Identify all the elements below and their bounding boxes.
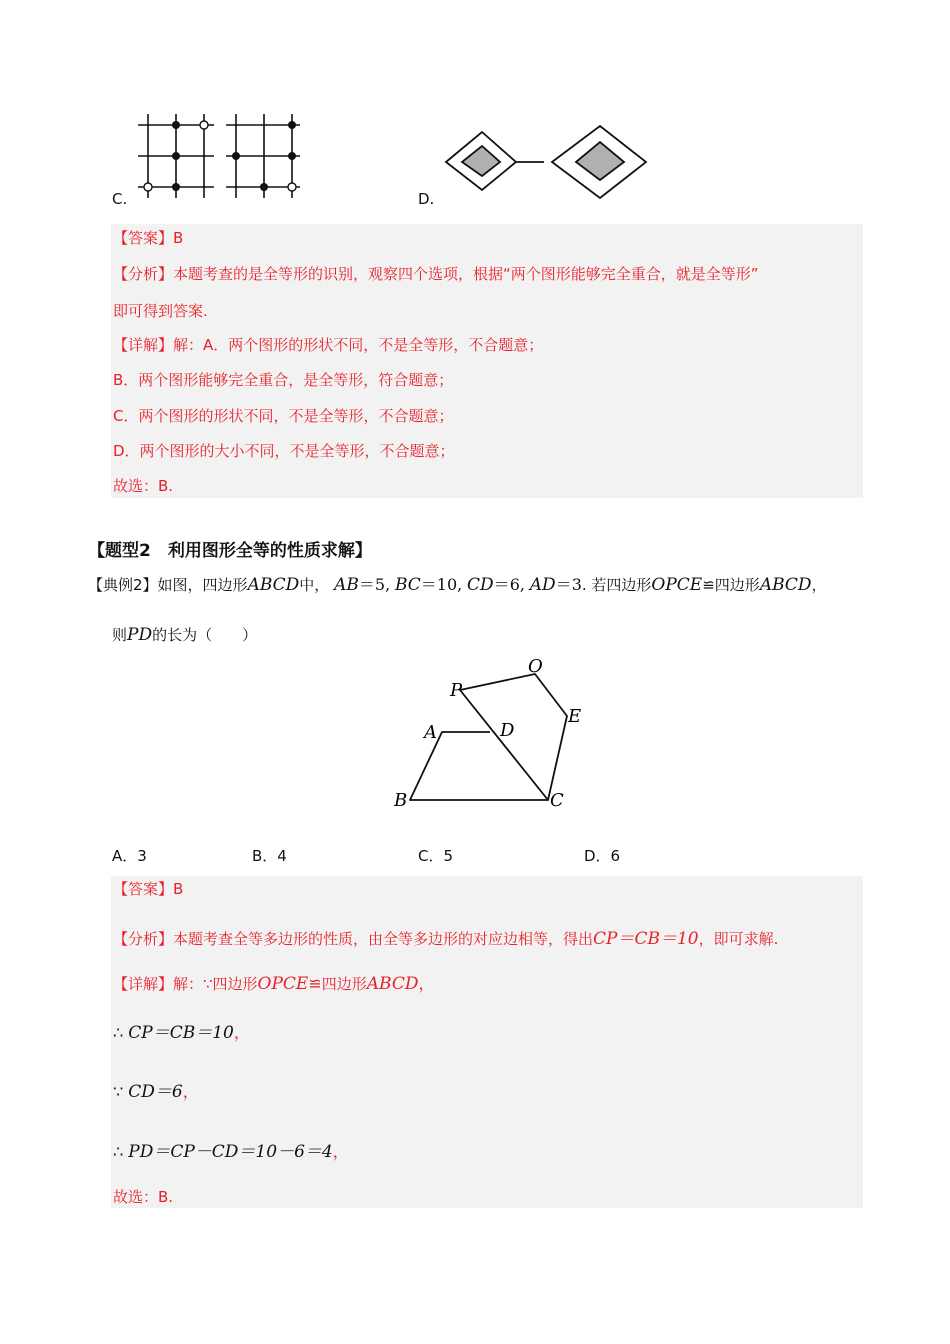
detail-2-mid: 四边形 xyxy=(321,975,367,993)
label-b: B xyxy=(394,790,408,811)
label-o: O xyxy=(528,656,543,677)
option-c: C．5 xyxy=(418,847,454,865)
example2-cd-val: 6 xyxy=(509,575,520,594)
example2-quad1: ABCD xyxy=(247,575,300,595)
step-1-math: CP＝CB＝10 xyxy=(128,1023,234,1043)
figure-labels xyxy=(393,656,581,811)
example2-quad2: ABCD xyxy=(759,575,812,595)
example2-cong: ≌ xyxy=(702,576,715,594)
step-1 xyxy=(113,1022,250,1044)
example2-text4: 四边形 xyxy=(714,576,760,594)
example2-text6: 则 xyxy=(112,626,128,644)
label-d: D xyxy=(500,720,515,741)
label-p: P xyxy=(450,680,463,701)
step-2-end: ， xyxy=(182,1082,199,1101)
example2-ab: AB xyxy=(334,575,359,595)
example2-text3: . 若四边形 xyxy=(581,576,652,594)
step-3-math: PD＝CP－CD＝10－6＝4 xyxy=(128,1142,333,1162)
step-3-end: ， xyxy=(332,1142,349,1161)
analysis-2-math: CP＝CB＝10 xyxy=(593,929,699,949)
example2-cd: CD xyxy=(467,575,494,595)
step-3-sym: ∴ xyxy=(113,1142,124,1161)
option-c-label: C. xyxy=(112,190,128,208)
example2-prefix: 【典例2】 xyxy=(88,576,158,594)
example2-pd: PD xyxy=(127,625,153,645)
example2-ad: AD xyxy=(529,575,556,595)
step-2-math: CD＝6 xyxy=(128,1082,183,1102)
option-d: D．6 xyxy=(584,847,621,865)
step-2-sym: ∵ xyxy=(113,1082,124,1101)
detail-2-cong: ≌ xyxy=(308,974,322,993)
analysis-1-line2: 即可得到答案. xyxy=(113,302,208,320)
step-1-sym: ∴ xyxy=(113,1023,124,1042)
section-heading: 【题型2 利用图形全等的性质求解】 xyxy=(88,541,372,561)
option-a: A．3 xyxy=(112,847,147,865)
example2-bc-val: 10 xyxy=(436,575,458,594)
detail-2-opce: OPCE xyxy=(257,974,309,994)
answer-2: 【答案】B xyxy=(113,880,184,898)
choose-1: 故选：B. xyxy=(113,477,174,495)
option-b: B．4 xyxy=(252,847,287,865)
label-e: E xyxy=(568,706,582,727)
example2-text7: 的长为（ ） xyxy=(152,626,258,644)
example2-line2 xyxy=(112,623,257,647)
detail-1-c: C．两个图形的形状不同，不是全等形，不合题意； xyxy=(113,407,454,425)
example2-line1: 【典例2】如图，四边形ABCD中， AB＝5, BC＝10, CD＝6, AD＝3. 若四边形OPCE≌四边形ABCD， xyxy=(88,575,827,595)
example2-text5: ， xyxy=(811,576,827,594)
example2-text2: 中， xyxy=(299,576,330,594)
step-1-end: ， xyxy=(233,1023,250,1042)
option-c-figure xyxy=(132,112,304,198)
quadrilateral-figure xyxy=(390,652,590,814)
detail-2-end: ， xyxy=(418,974,435,993)
step-3 xyxy=(113,1141,349,1163)
detail-2 xyxy=(113,973,435,995)
answer-1: 【答案】B xyxy=(113,229,184,247)
label-a: A xyxy=(424,722,437,743)
example2-text1: 如图，四边形 xyxy=(157,576,248,594)
detail-1-a: 【详解】解：A．两个图形的形状不同，不是全等形，不合题意； xyxy=(113,336,544,354)
option-d-label: D. xyxy=(418,190,435,208)
choose-2: 故选：B. xyxy=(113,1188,174,1206)
detail-2-abcd: ABCD xyxy=(366,974,419,994)
answer-box-2 xyxy=(111,876,863,1208)
analysis-2 xyxy=(113,928,778,950)
step-2 xyxy=(113,1081,199,1103)
example2-opce: OPCE xyxy=(651,575,703,595)
analysis-1-line1: 【分析】本题考查的是全等形的识别，观察四个选项，根据“两个图形能够完全重合，就是全等形” xyxy=(113,265,759,283)
analysis-2-text: 【分析】本题考查全等多边形的性质，由全等多边形的对应边相等，得出 xyxy=(113,930,594,948)
option-d-figure xyxy=(440,120,652,202)
example2-bc: BC xyxy=(394,575,421,595)
label-c: C xyxy=(550,790,564,811)
analysis-2-end: ，即可求解. xyxy=(698,930,779,948)
detail-1-b: B．两个图形能够完全重合，是全等形，符合题意； xyxy=(113,371,454,389)
answer-box-1 xyxy=(111,224,863,498)
detail-2-prefix: 【详解】解：∵四边形 xyxy=(113,975,258,993)
example2-ab-val: 5 xyxy=(374,575,386,594)
example2-ad-val: 3 xyxy=(571,575,582,594)
detail-1-d: D．两个图形的大小不同，不是全等形，不合题意； xyxy=(113,442,455,460)
